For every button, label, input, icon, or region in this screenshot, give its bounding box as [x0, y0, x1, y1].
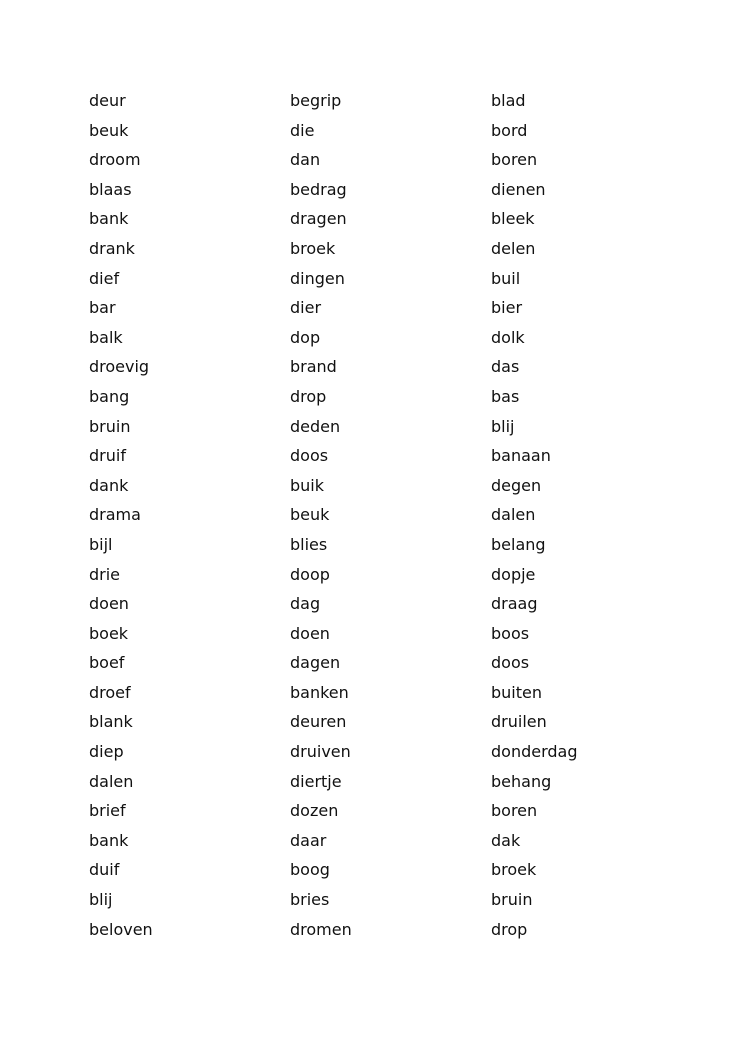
word-item: die: [290, 120, 315, 140]
word-item: behang: [491, 771, 552, 791]
word-item: das: [491, 357, 520, 377]
word-item: dalen: [89, 771, 134, 791]
word-item: druif: [89, 446, 126, 466]
word-item: drama: [89, 505, 141, 525]
word-item: boek: [89, 623, 129, 643]
word-item: dingen: [290, 268, 345, 288]
word-item: dank: [89, 475, 129, 495]
word-item: boef: [89, 653, 125, 673]
word-item: druilen: [491, 712, 547, 732]
word-item: droevig: [89, 357, 150, 377]
word-item: doos: [290, 446, 329, 466]
word-item: dolk: [491, 327, 525, 347]
word-item: daar: [290, 830, 327, 850]
word-item: droef: [89, 682, 131, 702]
word-item: blies: [290, 534, 328, 554]
word-item: brand: [290, 357, 337, 377]
word-item: deden: [290, 416, 341, 436]
word-item: begrip: [290, 91, 342, 110]
word-item: dan: [290, 150, 321, 170]
word-item: bedrag: [290, 179, 347, 199]
word-item: boog: [290, 860, 330, 880]
word-item: banken: [290, 682, 349, 702]
word-item: diertje: [290, 771, 342, 791]
word-column-2: [290, 86, 491, 944]
word-item: banaan: [491, 446, 551, 466]
word-item: beuk: [89, 120, 129, 140]
word-column-3: [491, 86, 641, 944]
word-item: buik: [290, 475, 325, 495]
word-item: druiven: [290, 742, 351, 762]
word-item: dief: [89, 268, 120, 288]
word-item: beloven: [89, 919, 153, 939]
word-item: broek: [491, 860, 537, 880]
word-item: deuren: [290, 712, 347, 732]
word-item: buil: [491, 268, 521, 288]
word-item: bier: [491, 298, 523, 318]
word-item: duif: [89, 860, 120, 880]
word-item: dragen: [290, 209, 347, 229]
word-item: dromen: [290, 919, 352, 939]
word-item: blank: [89, 712, 133, 732]
word-item: dier: [290, 298, 322, 318]
word-item: boren: [491, 801, 538, 821]
word-item: dozen: [290, 801, 339, 821]
word-item: dag: [290, 594, 321, 614]
word-item: bank: [89, 209, 129, 229]
word-item: drie: [89, 564, 121, 584]
word-item: doen: [89, 594, 129, 614]
word-item: buiten: [491, 682, 542, 702]
word-item: dop: [290, 327, 321, 347]
word-item: bruin: [89, 416, 131, 436]
word-item: dak: [491, 830, 521, 850]
word-item: bar: [89, 298, 116, 318]
word-item: brief: [89, 801, 126, 821]
word-item: delen: [491, 238, 536, 258]
word-item: balk: [89, 327, 123, 347]
word-item: dagen: [290, 653, 341, 673]
word-item: bijl: [89, 534, 113, 554]
word-item: draag: [491, 594, 538, 614]
word-columns: [89, 86, 641, 944]
word-item: drop: [290, 386, 327, 406]
word-item: bleek: [491, 209, 535, 229]
word-item: bas: [491, 386, 520, 406]
word-item: dopje: [491, 564, 536, 584]
word-item: blij: [89, 890, 113, 910]
word-item: bord: [491, 120, 528, 140]
word-item: drop: [491, 919, 528, 939]
word-item: deur: [89, 91, 126, 110]
word-item: dalen: [491, 505, 536, 525]
word-item: bruin: [491, 890, 533, 910]
word-item: doos: [491, 653, 530, 673]
word-item: drank: [89, 238, 135, 258]
word-item: boos: [491, 623, 530, 643]
word-item: bank: [89, 830, 129, 850]
word-item: degen: [491, 475, 542, 495]
word-item: donderdag: [491, 742, 578, 762]
word-item: belang: [491, 534, 546, 554]
word-item: bang: [89, 386, 130, 406]
word-item: doen: [290, 623, 330, 643]
word-item: diep: [89, 742, 124, 762]
word-item: boren: [491, 150, 538, 170]
word-item: blij: [491, 416, 515, 436]
word-item: doop: [290, 564, 330, 584]
word-item: dienen: [491, 179, 546, 199]
word-item: beuk: [290, 505, 330, 525]
word-item: broek: [290, 238, 336, 258]
word-item: droom: [89, 150, 141, 170]
word-item: blad: [491, 91, 526, 110]
word-item: blaas: [89, 179, 132, 199]
word-column-1: [89, 86, 290, 944]
word-item: bries: [290, 890, 330, 910]
